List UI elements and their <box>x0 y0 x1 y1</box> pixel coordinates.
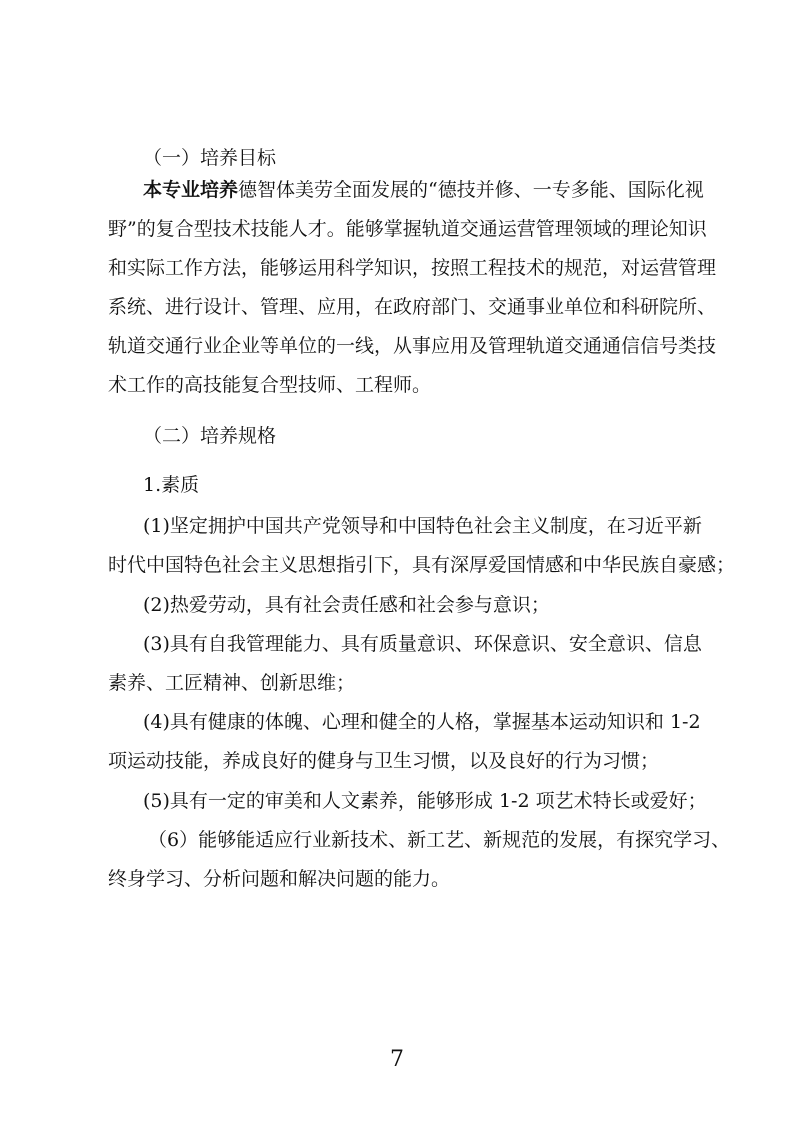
list-item-line: (2)热爱劳动，具有社会责任感和社会参与意识； <box>143 594 550 616</box>
subheading-quality: 1.素质 <box>143 474 200 496</box>
list-item-line: (1)坚定拥护中国共产党领导和中国特色社会主义制度，在习近平新 <box>143 515 702 537</box>
list-item-line: (3)具有自我管理能力、具有质量意识、环保意识、安全意识、信息 <box>143 633 702 655</box>
paragraph-line: 野”的复合型技术技能人才。能够掌握轨道交通运营管理领域的理论知识 <box>108 218 707 240</box>
paragraph-line: 轨道交通行业企业等单位的一线，从事应用及管理轨道交通通信信号类技 <box>108 335 717 357</box>
list-item-line: 项运动技能，养成良好的健身与卫生习惯，以及良好的行为习惯； <box>108 750 660 772</box>
paragraph-line-text: 德智体美劳全面发展的“德技并修、一专多能、国际化视 <box>238 179 704 201</box>
paragraph-line: 和实际工作方法，能够运用科学知识，按照工程技术的规范，对运营管理 <box>108 257 717 279</box>
list-item-line: 终身学习、分析问题和解决问题的能力。 <box>108 868 451 890</box>
lead-phrase: 本专业培养 <box>143 179 239 201</box>
list-item-line: （6）能够能适应行业新技术、新工艺、新规范的发展，有探究学习、 <box>148 829 731 851</box>
list-item-line: (4)具有健康的体魄、心理和健全的人格，掌握基本运动知识和 1-2 <box>143 711 701 733</box>
paragraph-line <box>143 178 704 202</box>
paragraph-line: 系统、进行设计、管理、应用，在政府部门、交通事业单位和科研院所、 <box>108 296 717 318</box>
list-item-line: 时代中国特色社会主义思想指引下，具有深厚爱国情感和中华民族自豪感； <box>108 554 736 576</box>
paragraph-line: 术工作的高技能复合型技师、工程师。 <box>108 374 432 396</box>
list-item-line: (5)具有一定的审美和人文素养，能够形成 1-2 项艺术特长或爱好； <box>143 790 707 812</box>
page-number: 7 <box>390 1047 404 1072</box>
section-heading-training-spec: （二）培养规格 <box>143 425 277 447</box>
list-item-line: 素养、工匠精神、创新思维； <box>108 672 356 694</box>
section-heading-training-goal: （一）培养目标 <box>143 147 277 169</box>
